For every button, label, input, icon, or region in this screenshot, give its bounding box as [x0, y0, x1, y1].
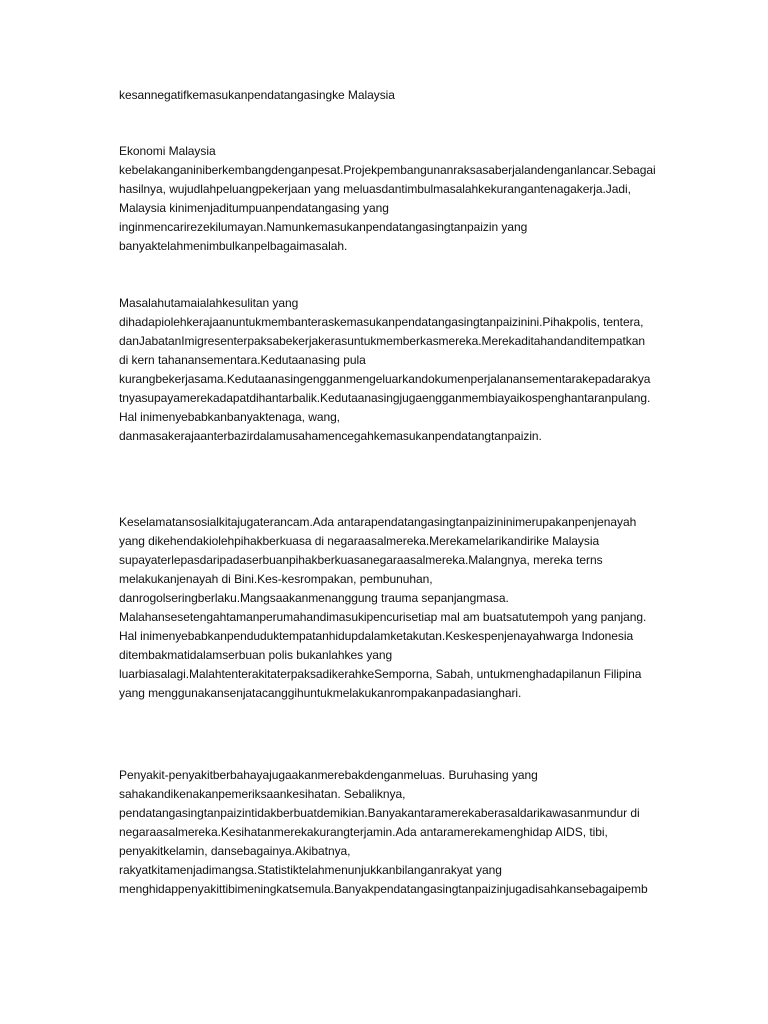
paragraph-line: Masalahutamaialahkesulitan yang	[119, 296, 299, 310]
paragraph-line: Keselamatansosialkitajugaterancam.Ada antarapendatangasingtanpaizininimerupakanpenjenayah	[119, 515, 637, 529]
paragraph-line: yang menggunakansenjatacanggihuntukmelakukanrompakanpadasianghari.	[119, 686, 522, 700]
paragraph-penyakit	[119, 766, 679, 899]
paragraph-line: inginmencarirezekilumayan.Namunkemasukanpendatangasingtanpaizin yang	[119, 220, 528, 234]
paragraph-line: Hal inimenyebabkanbanyaktenaga, wang,	[119, 410, 340, 424]
paragraph-line: tnyasupayamerekadapatdihantarbalik.Kedutaanasingjugaengganmembiayaikospenghantaranpulang.	[119, 391, 651, 405]
paragraph-line: kurangbekerjasama.Kedutaanasingengganmengeluarkandokumenperjalanansementarakepadarakya	[119, 372, 651, 386]
paragraph-line: pendatangasingtanpaizintidakberbuatdemikian.Banyakantaramerekaberasaldarikawasanmundur di	[119, 806, 640, 820]
paragraph-line: supayaterlepasdaripadaserbuanpihakberkuasanegaraasalmereka.Malangnya, mereka terns	[119, 553, 603, 567]
paragraph-line: danrogolseringberlaku.Mangsaakanmenanggung trauma sepanjangmasa.	[119, 591, 509, 605]
title-line: kesannegatifkemasukanpendatangasingke Malaysia	[119, 88, 395, 102]
paragraph-line: hasilnya, wujudlahpeluangpekerjaan yang meluasdantimbulmasalahkekurangantenagakerja.Jadi,	[119, 182, 631, 196]
document-title	[119, 86, 679, 105]
paragraph-line: dihadapiolehkerajaanuntukmembanteraskemasukanpendatangasingtanpaizinini.Pihakpolis, tentera,	[119, 315, 644, 329]
paragraph-line: penyakitkelamin, dansebagainya.Akibatnya,	[119, 844, 351, 858]
paragraph-line: Hal inimenyebabkanpenduduktempatanhidupdalamketakutan.Keskespenjenayahwarga Indonesia	[119, 629, 634, 643]
paragraph-line: ditembakmatidalamserbuan polis bukanlahkes yang	[119, 648, 393, 662]
paragraph-line: banyaktelahmenimbulkanpelbagaimasalah.	[119, 239, 348, 253]
paragraph-masalah	[119, 294, 679, 446]
paragraph-line: yang dikehendakiolehpihakberkuasa di negaraasalmereka.Merekamelarikandirike Malaysia	[119, 534, 600, 548]
paragraph-line: kebelakanganiniberkembangdenganpesat.Projekpembangunanraksasaberjalandenganlancar.Sebagai	[119, 163, 656, 177]
paragraph-line: di kern tahanansementara.Kedutaanasing pula	[119, 353, 366, 367]
paragraph-line: rakyatkitamenjadimangsa.Statistiktelahmenunjukkanbilanganrakyat yang	[119, 863, 502, 877]
paragraph-keselamatan	[119, 513, 679, 703]
paragraph-line: danJabatanImigresenterpaksabekerjakerasuntukmemberkasmereka.Merekaditahandanditempatkan	[119, 334, 645, 348]
paragraph-line: Malahansesetengahtamanperumahandimasukipencurisetiap mal am buatsatutempoh yang panjang.	[119, 610, 647, 624]
paragraph-line: Ekonomi Malaysia	[119, 144, 216, 158]
paragraph-line: Penyakit-penyakitberbahayajugaakanmerebakdenganmeluas. Buruhasing yang	[119, 768, 538, 782]
paragraph-line: sahakandikenakanpemeriksaankesihatan. Sebaliknya,	[119, 787, 406, 801]
paragraph-line: melakukanjenayah di Bini.Kes-kesrompakan, pembunuhan,	[119, 572, 433, 586]
paragraph-line: luarbiasalagi.MalahtenterakitaterpaksadikerahkeSemporna, Sabah, untukmenghadapilanun Filipina	[119, 667, 642, 681]
paragraph-ekonomi	[119, 142, 679, 256]
paragraph-line: negaraasalmereka.Kesihatanmerekakurangterjamin.Ada antaramerekamenghidap AIDS, tibi,	[119, 825, 608, 839]
paragraph-line: menghidappenyakittibimeningkatsemula.Banyakpendatangasingtanpaizinjugadisahkansebagaipemb	[119, 882, 648, 896]
paragraph-line: Malaysia kinimenjaditumpuanpendatangasing yang	[119, 201, 389, 215]
paragraph-line: danmasakerajaanterbazirdalamusahamencegahkemasukanpendatangtanpaizin.	[119, 429, 542, 443]
